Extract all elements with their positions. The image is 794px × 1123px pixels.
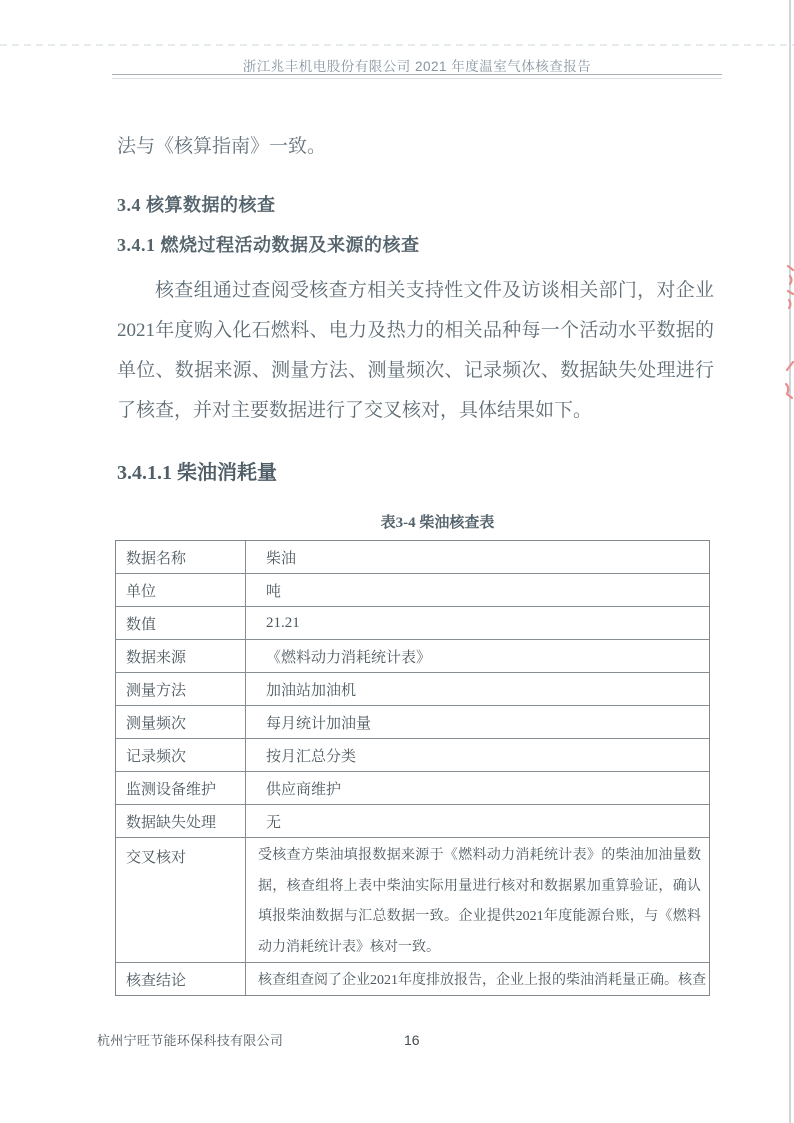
table-row-label: 数值 <box>116 607 246 639</box>
carryover-sentence: 法与《核算指南》一致。 <box>117 136 327 157</box>
table-row <box>116 541 709 573</box>
section-heading-3-4-1-1: 3.4.1.1 柴油消耗量 <box>117 462 277 484</box>
scan-artifact-line <box>0 44 794 46</box>
table-row-value: 柴油 <box>266 550 297 567</box>
table-row-value: 受核查方柴油填报数据来源于《燃料动力消耗统计表》的柴油加油量数据，核查组将上表中柴油实际用量进行核对和数据累加重算验证，确认填报柴油数据与汇总数据一致。企业提供2021年度能源台账，与《燃料动力消耗统计表》核对一致。 <box>258 848 701 955</box>
table-row-value: 21.21 <box>266 614 300 631</box>
table-caption: 表3-4 柴油核查表 <box>380 515 495 531</box>
table-row-label: 交叉核对 <box>116 838 246 962</box>
table-row-value: 加油站加油机 <box>266 682 357 699</box>
table-row-label: 监测设备维护 <box>116 772 246 804</box>
table-row-label: 测量方法 <box>116 673 246 705</box>
table-row <box>116 705 709 738</box>
table-row <box>116 573 709 606</box>
table-row-label: 测量频次 <box>116 706 246 738</box>
page-header-title: 浙江兆丰机电股份有限公司 2021 年度温室气体核查报告 <box>242 59 592 74</box>
section-heading-3-4-1: 3.4.1 燃烧过程活动数据及来源的核查 <box>117 235 420 255</box>
table-row-value: 无 <box>266 814 282 831</box>
page-edge-scan-line <box>789 0 791 1123</box>
table-row-value: 按月汇总分类 <box>266 748 357 765</box>
table-row-label: 核查结论 <box>116 963 246 995</box>
table-row <box>116 738 709 771</box>
table-row-conclusion <box>116 962 709 995</box>
table-row-value: 《燃料动力消耗统计表》 <box>266 649 432 666</box>
table-row-label: 数据缺失处理 <box>116 805 246 837</box>
header-divider <box>112 74 722 79</box>
section-heading-3-4: 3.4 核算数据的核查 <box>117 195 276 215</box>
diesel-verification-table <box>115 540 710 996</box>
table-row-label: 记录频次 <box>116 739 246 771</box>
footer-company-name: 杭州宁旺节能环保科技有限公司 <box>97 1033 284 1048</box>
body-paragraph: 核查组通过查阅受核查方相关支持性文件及访谈相关部门，对企业2021年度购入化石燃料、电力及热力的相关品种每一个活动水平数据的单位、数据来源、测量方法、测量频次、记录频次、数据缺失处理进行了核查，并对主要数据进行了交叉核对，具体结果如下。 <box>117 280 714 421</box>
table-row <box>116 771 709 804</box>
table-row-label: 数据名称 <box>116 541 246 573</box>
table-row-cross-check <box>116 837 709 962</box>
footer-page-number: 16 <box>404 1032 420 1048</box>
table-row-label: 单位 <box>116 574 246 606</box>
table-row-value: 核查组查阅了企业2021年度排放报告，企业上报的柴油消耗量正确。核查 <box>258 973 706 988</box>
table-row-value: 供应商维护 <box>266 781 342 798</box>
table-row <box>116 639 709 672</box>
table-row <box>116 804 709 837</box>
table-row-value: 吨 <box>266 583 282 600</box>
table-row-value: 每月统计加油量 <box>266 715 372 732</box>
table-row <box>116 672 709 705</box>
table-row <box>116 606 709 639</box>
handwriting-red-marks-icon <box>779 258 794 408</box>
table-row-label: 数据来源 <box>116 640 246 672</box>
